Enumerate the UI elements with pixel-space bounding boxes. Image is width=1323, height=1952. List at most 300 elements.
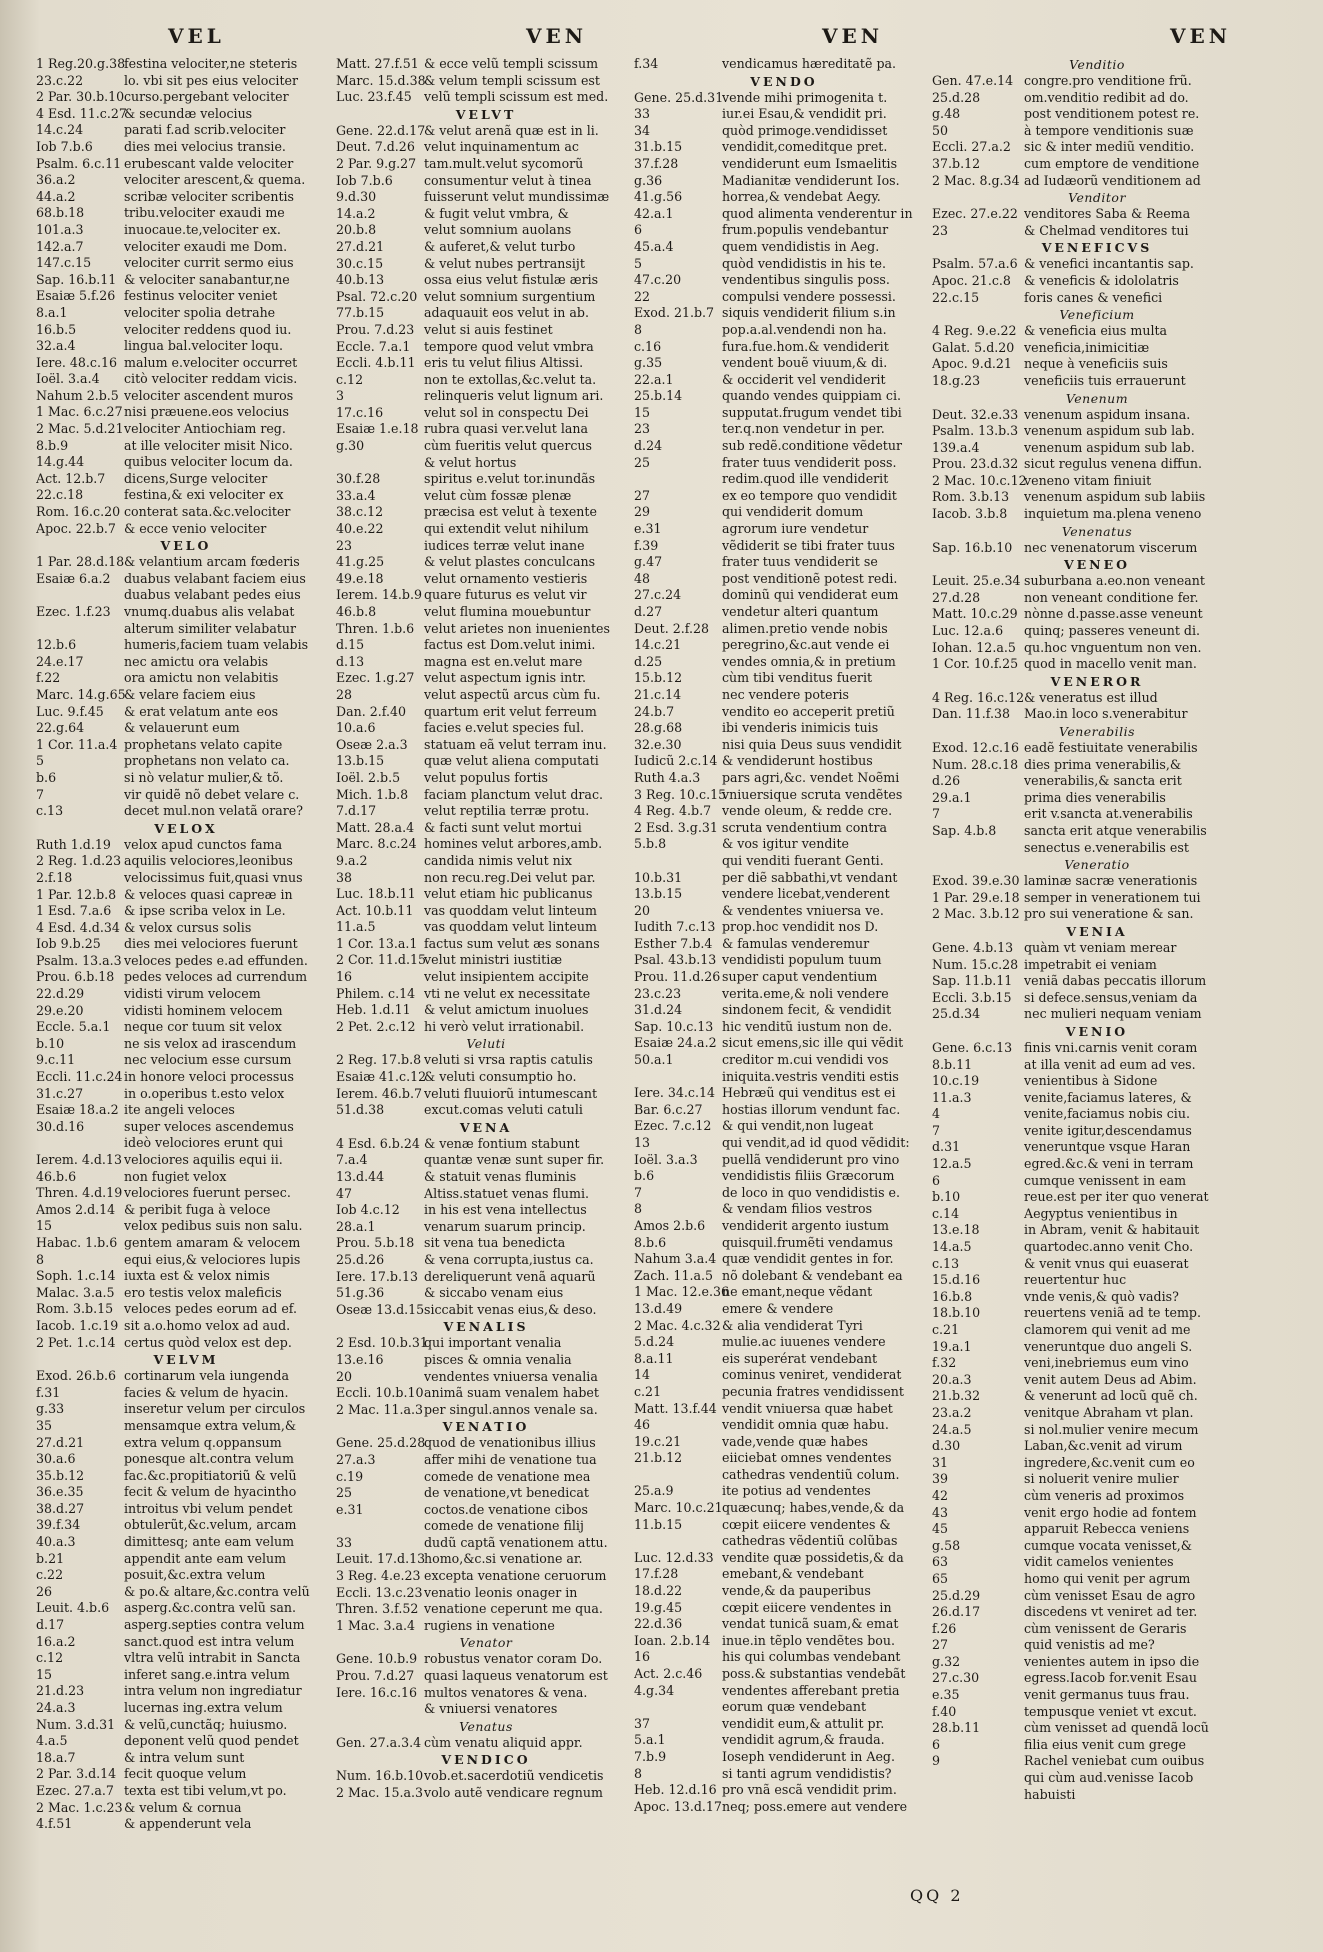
concordance-line [634,853,934,870]
reference: 13.b.15 [634,886,683,902]
reference: 24.a.3 [36,1700,76,1715]
reference: Esaiæ 5.f.26 [36,288,116,304]
concordance-line [336,1352,636,1369]
reference: 4 Reg. 16.c.12 [932,689,1025,705]
quotation: certus quòd velox est dep. [124,1334,292,1350]
concordance-line [336,952,636,969]
quotation: at ille velociter misit Nico. [124,437,293,453]
reference [634,471,722,488]
reference [36,1135,124,1152]
quotation: qui extendit velut nihilum [424,521,589,537]
reference: 1 Mac. 12.e.36 [634,1284,729,1300]
quotation: asperg.septies contra velum [124,1617,305,1633]
reference: g.47 [634,554,663,570]
quotation: nisi præuene.eos velocius [124,404,290,420]
reference: 28.b.11 [932,1720,981,1736]
concordance-line [36,670,336,687]
quotation: velociores fuerunt persec. [124,1185,291,1201]
concordance-line [932,806,1262,823]
quotation: venenum aspidum sub labiis [1024,489,1206,505]
concordance-line [36,837,336,854]
reference: c.22 [36,1567,64,1583]
quotation: sanct.quod est intra velum [124,1633,295,1649]
reference: 44.a.2 [36,188,76,204]
quotation: & vendentes vniuersa ve. [722,902,884,918]
quotation: vende oleum, & redde cre. [722,803,893,819]
reference: 42 [932,1487,949,1503]
concordance-line [932,1106,1262,1123]
quotation: velut somnium auolans [424,222,572,238]
concordance-line [932,573,1262,590]
quotation: vidisti hominem velocem [124,1002,283,1018]
quotation: siquis vendiderit filium s.in [722,305,896,321]
reference: 25 [634,454,651,470]
reference: Deut. 2.f.28 [634,620,709,636]
quotation: quæ velut aliena computati [424,753,599,769]
reference: c.21 [932,1322,960,1337]
reference: 26.d.17 [932,1604,981,1620]
reference: g.58 [932,1537,961,1553]
concordance-line [634,1218,934,1235]
concordance-line [336,1701,636,1718]
quotation: redim.quod ille vendiderit [722,471,889,487]
quotation: velut cùm fossæ plenæ [424,487,572,503]
concordance-line [336,1435,636,1452]
concordance-line [36,554,336,571]
quotation: inuocaue.te,velociter ex. [124,221,281,237]
quotation: qui vendiderit domum [722,504,864,520]
quotation: vendere licebat,venderent [722,886,890,902]
quotation: vas quoddam velut linteum [424,919,597,935]
quotation: velociores aquilis equi ii. [124,1152,283,1167]
quotation: scruta vendentium contra [722,819,888,835]
concordance-line [336,787,636,804]
concordance-line [634,1550,934,1567]
reference: Iob 7.b.6 [36,138,93,154]
concordance-line [932,740,1262,757]
quotation: non veneant conditione fer. [1024,589,1199,605]
reference: 7 [932,1122,941,1138]
concordance-line [634,471,934,488]
concordance-line [932,1057,1262,1074]
concordance-line [36,371,336,388]
quotation: ponesque alt.contra velum [124,1451,294,1467]
reference: Luc. 12.a.6 [932,623,1004,639]
quotation: cùm venisset Esau de agro [1024,1587,1196,1603]
quotation: sit vena tua benedicta [424,1235,566,1251]
quotation: vendidit agrum,& frauda. [722,1732,885,1748]
quotation: affer mihi de venatione tua [424,1451,597,1467]
reference: 33 [336,1534,353,1550]
quotation: lucernas ing.extra velum [124,1700,283,1715]
reference: 8 [36,1251,45,1267]
running-head-row [60,18,1310,58]
quotation: excepta venatione ceruorum [424,1568,607,1584]
quotation: velut flumina mouebuntur [424,604,591,619]
reference: c.16 [634,338,662,354]
reference: 2 Mac. 11.a.3 [336,1401,424,1417]
concordance-line [36,338,336,355]
quotation: veloces pedes eorum ad ef. [124,1301,297,1317]
concordance-line [36,1501,336,1518]
reference: 19.g.45 [634,1599,683,1615]
reference: Gene. 6.c.13 [932,1039,1013,1055]
concordance-line [932,373,1262,390]
reference: 68.b.18 [36,205,85,221]
concordance-line [634,488,934,505]
entry-heading: Venditor [1068,190,1126,206]
quotation: & veneratus est illud [1024,689,1158,705]
concordance-line [932,757,1262,774]
concordance-line [932,156,1262,173]
quotation: vende mihi primogenita t. [722,89,888,105]
entry-heading: VENATIO [442,1419,530,1435]
quotation: si nol.mulier venire mecum [1024,1421,1199,1437]
concordance-line [36,1003,336,1020]
quotation: & veluti consumptio ho. [424,1069,577,1085]
concordance-line [634,1500,934,1517]
quotation: & appenderunt vela [124,1816,252,1832]
reference: 20 [634,902,651,918]
concordance-line [932,106,1262,123]
reference: 5.a.1 [634,1732,666,1748]
reference: b.6 [36,769,57,785]
concordance-line [932,139,1262,156]
concordance-line [932,990,1262,1007]
quotation: iudices terræ velut inane [424,537,585,553]
concordance-line [36,737,336,754]
concordance-line [36,1135,336,1152]
quotation: puellã vendiderunt pro vino [722,1151,900,1167]
reference: Nahum 3.a.4 [634,1251,717,1267]
quotation: frum.populis vendebantur [722,222,889,238]
quotation: sindonem fecit, & vendidit [722,1002,892,1018]
entry-heading: VENA [459,1119,513,1135]
reference: 20.a.3 [932,1371,972,1387]
reference: 7.a.4 [336,1152,368,1168]
quotation: velociter currit sermo eius [124,255,294,271]
quotation: in o.operibus t.esto velox [124,1085,285,1101]
reference: 27.d.21 [336,238,385,254]
concordance-line [634,156,934,173]
reference: 23 [336,537,353,553]
concordance-line [36,870,336,887]
quotation: finis vni.carnis venit coram [1024,1039,1198,1055]
reference: g.48 [932,106,961,122]
reference: f.34 [634,56,659,71]
quotation: venite,faciamus nobis ciu. [1024,1106,1190,1122]
quotation: dicens,Surge velociter [124,470,268,486]
concordance-line [336,1202,636,1219]
reference: g.33 [36,1401,65,1417]
concordance-line [932,440,1262,457]
concordance-line [634,554,934,571]
concordance-line [36,637,336,654]
reference: Ezec. 27.e.22 [932,206,1018,222]
concordance-line [932,957,1262,974]
concordance-line [336,1452,636,1469]
quotation: excut.comas veluti catuli [424,1102,583,1118]
quotation: compulsi vendere possessi. [722,288,896,304]
concordance-line [634,1035,934,1052]
concordance-line [932,206,1262,223]
quotation: velox apud cunctos fama [124,836,283,852]
entry-heading: Venditio [1069,57,1125,72]
concordance-line [932,1289,1262,1306]
reference: Apoc. 9.d.21 [932,356,1012,372]
concordance-line [336,1518,636,1535]
concordance-line [36,1218,336,1235]
reference [36,587,124,604]
reference: Prou. 5.b.18 [336,1235,415,1251]
concordance-line [336,455,636,472]
concordance-line [634,637,934,654]
reference: 45 [932,1521,949,1537]
reference: 20 [336,1368,353,1384]
reference: 147.c.15 [36,255,92,271]
concordance-line [336,1002,636,1019]
concordance-line [634,1666,934,1683]
concordance-line [336,853,636,870]
quotation: cùm tibi venditus fuerit [722,670,873,686]
quotation: nec velocium esse cursum [124,1052,292,1068]
concordance-line [36,1435,336,1452]
concordance-line [336,1768,636,1785]
reference: Ierem. 14.b.9 [336,587,422,603]
quotation: ingredere,&c.venit cum eo [1024,1454,1195,1470]
quotation: in honore veloci processus [124,1069,294,1085]
reference: 33.a.4 [336,487,376,503]
quotation: pecunia fratres vendidissent [722,1383,904,1399]
concordance-line [336,571,636,588]
reference: 16.b.5 [36,321,77,337]
reference: Ioël. 2.b.5 [336,769,401,785]
quotation: homo qui venit per agrum [1024,1570,1191,1586]
quotation: venientibus à Sidone [1024,1073,1158,1089]
concordance-line [932,1355,1262,1372]
reference: Num. 15.c.28 [932,956,1019,972]
concordance-line [336,753,636,770]
reference: 46 [634,1417,651,1433]
quotation: & veneficia eius multa [1024,323,1168,339]
concordance-line [36,355,336,372]
quotation: supputat.frugum vendet tibi [722,404,902,420]
quotation: & famulas venderemur [722,935,870,951]
reference: 1 Mac. 3.a.4 [336,1617,416,1633]
concordance-line [932,1753,1262,1770]
concordance-line [336,1102,636,1119]
quotation: facies e.velut species ful. [424,720,585,736]
reference: 4.a.5 [36,1733,68,1749]
reference: 5 [36,753,45,769]
reference: 1 Mac. 6.c.27 [36,404,123,420]
reference: Dan. 11.f.38 [932,706,1010,722]
reference: f.39 [634,537,659,553]
reference: 10.b.31 [634,869,683,885]
concordance-line [932,1388,1262,1405]
reference: 18.d.22 [634,1583,683,1599]
concordance-line [634,305,934,322]
quotation: quem vendidistis in Aeg. [722,238,880,254]
concordance-line [36,388,336,405]
entry-heading: Venerabilis [1058,724,1136,739]
concordance-line [336,1235,636,1252]
reference: 15 [36,1666,53,1682]
quotation: at illa venit ad eum ad ves. [1024,1056,1196,1072]
quotation: vendetur alteri quantum [722,604,879,619]
reference: 23.a.2 [932,1404,972,1420]
concordance-line [932,1654,1262,1671]
concordance-line [932,1073,1262,1090]
reference: 2 Mac. 4.c.32 [634,1317,721,1333]
quotation: pars agri,&c. vendet Noẽmi [722,769,900,785]
entry-heading: VENIA [1066,923,1128,939]
reference: 30.d.16 [36,1118,85,1134]
quotation: venatio leonis onager in [424,1584,578,1600]
quotation: festina,& exi velociter ex [124,487,284,503]
concordance-line [634,106,934,123]
quotation: non recu.reg.Dei velut par. [424,869,596,885]
concordance-line [36,1385,336,1402]
quotation: iur.ei Esau,& vendidit pri. [722,106,887,122]
concordance-line [932,506,1262,523]
concordance-line [932,489,1262,506]
reference: 1 Par. 12.b.8 [36,886,117,902]
reference: Iere. 48.c.16 [36,354,118,370]
concordance-line [634,604,934,621]
quotation: posuit,&c.extra velum [124,1567,266,1583]
quotation: laminæ sacræ venerationis [1024,873,1198,889]
reference: 29.e.20 [36,1002,84,1018]
concordance-line [634,438,934,455]
quotation: animã suam venalem habet [424,1385,599,1401]
concordance-line [932,473,1262,490]
reference: 38.c.12 [336,504,384,520]
concordance-line [634,1533,934,1550]
reference: 2 Cor. 11.d.15 [336,952,426,968]
quotation: vendidit omnia quæ habu. [722,1417,889,1433]
quotation: egress.Iacob for.venit Esau [1024,1670,1198,1686]
quotation: fuisserunt velut mundissimæ [424,189,610,205]
quotation: reuertentur huc [1024,1272,1127,1288]
reference: d.17 [36,1617,65,1633]
reference: Rom. 3.b.15 [36,1301,114,1317]
quotation: vendidistis filiis Græcorum [722,1168,895,1184]
quotation: lo. vbi sit pes eius velociter [124,72,298,88]
reference [634,1699,722,1716]
reference: 40.a.3 [36,1534,76,1550]
concordance-line [36,1683,336,1700]
concordance-line [932,1521,1262,1538]
concordance-line [634,1633,934,1650]
reference [634,1467,722,1484]
reference: 9.c.11 [36,1052,76,1068]
concordance-line [932,1704,1262,1721]
reference: Eccle. 7.a.1 [336,338,411,354]
concordance-line [336,1685,636,1702]
reference: 22.g.64 [36,720,85,736]
reference: e.31 [634,521,662,537]
reference: Ierem. 4.d.13 [36,1152,122,1167]
reference: 23 [634,421,651,437]
entry-heading: Venator [459,1635,513,1651]
quotation: veneruntque duo angeli S. [1024,1338,1193,1354]
quotation: quòd vendidistis in his te. [722,255,886,271]
concordance-line [336,289,636,306]
reference: 41.g.56 [634,189,683,205]
concordance-line [336,1086,636,1103]
concordance-line [932,940,1262,957]
quotation: nec mulieri nequam veniam [1024,1006,1202,1022]
concordance-line [634,587,934,604]
concordance-line [932,906,1262,923]
reference: c.12 [336,371,364,387]
concordance-line [36,521,336,538]
concordance-line [634,1301,934,1318]
quotation: venitque Abraham vt plan. [1024,1404,1194,1420]
quotation: erit v.sancta at.venerabilis [1024,806,1193,822]
quotation: cùm fueritis velut quercus [424,438,592,454]
concordance-line [634,1517,934,1534]
concordance-line [36,139,336,156]
entry-heading: Veluti [466,1036,506,1052]
reference: 8 [634,1201,643,1217]
concordance-line [634,1683,934,1700]
quotation: ad Iudæorũ venditionem ad [1024,172,1201,188]
reference: Gene. 25.d.28 [336,1435,426,1451]
quotation: parati f.ad scrib.velociter [124,122,286,138]
reference: 8.a.11 [634,1350,674,1366]
concordance-line [36,471,336,488]
reference: 2 Esd. 3.g.31 [634,819,718,835]
concordance-line [634,173,934,190]
quotation: tempore quod velut vmbra [424,338,594,354]
quotation: lingua bal.velociter loqu. [124,338,284,354]
quotation: pro vnã escã vendidit prim. [722,1782,897,1798]
quotation: quisquil.frumẽti vendamus [722,1234,893,1250]
concordance-line [634,1201,934,1218]
reference: Psalm. 13.a.3 [36,952,122,968]
quotation: & velociter sanabantur,ne [124,271,290,287]
quotation: dominũ qui vendiderat eum [722,587,899,603]
concordance-line [336,538,636,555]
concordance-line [36,587,336,604]
concordance-line [634,870,934,887]
concordance-line [932,1787,1262,1804]
reference: 21.b.12 [634,1450,683,1466]
concordance-line [634,455,934,472]
reference: Galat. 5.d.20 [932,339,1015,355]
concordance-line [634,952,934,969]
reference: Matt. 27.f.51 [336,56,419,71]
quotation: in his est vena intellectus [424,1202,587,1218]
quotation: super caput vendentium [722,969,878,985]
concordance-line [36,986,336,1003]
concordance-line [634,1284,934,1301]
concordance-line [36,1766,336,1783]
concordance-line [36,106,336,123]
reference: 41.g.25 [336,554,385,570]
concordance-line [634,1102,934,1119]
reference: 27.a.3 [336,1451,376,1467]
quotation: mulie.ac iuuenes vendere [722,1334,886,1350]
quotation: venit ergo hodie ad fontem [1024,1504,1197,1520]
quotation: homo,&c.si venatione ar. [424,1551,583,1567]
quotation: prima dies venerabilis [1024,789,1166,805]
concordance-line [36,255,336,272]
concordance-line [36,704,336,721]
concordance-line [634,189,934,206]
